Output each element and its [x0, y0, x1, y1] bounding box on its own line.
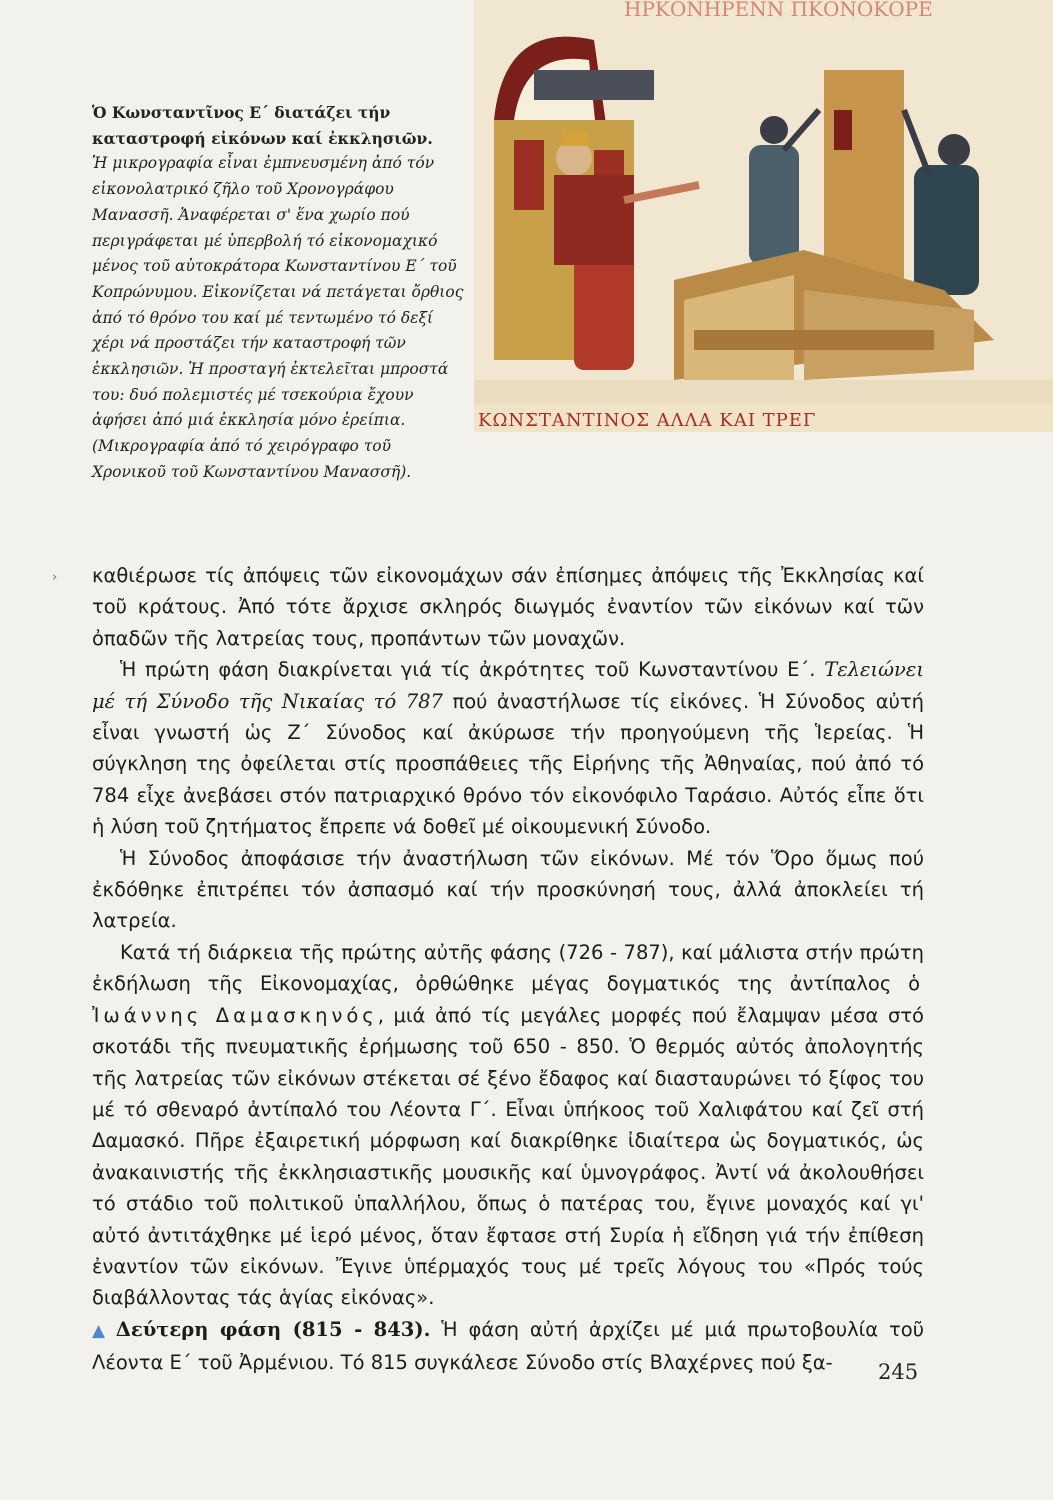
emperor-crown: [562, 130, 588, 146]
palace-roof: [534, 70, 654, 100]
figure-caption: [92, 100, 464, 486]
bottom-inscription: ΚΩΝΣΤΑΝΤΙΝΟΣ ΑΛΛΑ ΚΑΙ ΤΡΕΓ: [478, 410, 817, 431]
paragraph-3: Ἡ Σύνοδος ἀποφάσισε τήν ἀναστήλωση τῶν εἰκόνων. Μέ τόν Ὅρο ὅμως πού ἐκδόθηκε ἐπιτρέπει τόν ἀσπασμό καί τήν προσκύνησή τους, ἀλλά ἀποκλείει τή λατρεία.: [92, 846, 924, 933]
p4-end: , μιά ἀπό τίς μεγάλες μορφές πού ἔλαμψαν μέσα στό σκοτάδι τῆς πνευματικῆς ἐρήμωσης τοῦ 650 - 850. Ὁ θερμός αὐτός ἀπολογητής τῆς λατρείας τῶν εἰκόνων στέκεται σέ ξένο ἔδαφος καί διασταυρώνει τό ξίφος του μέ τό σθεναρό ἀντίπαλό του Λέοντα Γ΄. Εἶναι ὑπήκοος τοῦ Χαλιφάτου καί ζεῖ στή Δαμασκό. Πῆρε ἐξαιρετική μόρφωση καί διακρίθηκε ἰδιαίτερα ὡς δογματικός, ὡς ἀνακαινιστής τῆς ἐκκλησιαστικῆς μουσικῆς καί ὑμνογράφος. Ἀντί νά ἀκολουθήσει τό στάδιο τοῦ πολιτικοῦ ὑπαλλήλου, ὅπως ὁ πατέρας του, ἔγινε μοναχός καί γι' αὐτό ἀντιτάχθηκε μέ ἱερό μένος, ὅταν ἔφτασε στή Συρία ἡ εἴδηση γιά τήν ἐπίθεση ἐναντίον τῶν εἰκόνων. Ἔγινε ὑπέρμαχός τους μέ τρεῖς λόγους του «Πρός τούς διαβάλλοντας τάς ἁγίας εἰκόνας».: [92, 1003, 924, 1310]
triangle-icon: ▲: [92, 1320, 110, 1341]
soldier-1-body: [749, 145, 799, 265]
caption-body: Ἡ μικρογραφία εἶναι ἐμπνευσμένη ἀπό τόν εἰκονολατρικό ζῆλο τοῦ Χρονογράφου Μανασσῆ. Ἀναφέρεται σ' ἕνα χωρίο πού περιγράφεται μέ ὑπερβολή τό εἰκονομαχικό μένος τοῦ αὐτοκράτορα Κωνσταντίνου Ε΄ τοῦ Κοπρώνυμου. Εἰκονίζεται νά πετάγεται ὄρθιος ἀπό τό θρόνο του καί μέ τεντωμένο τό δεξί χέρι νά προστάζει τήν καταστροφή τῶν ἐκκλησιῶν. Ἡ προσταγή ἐκτελεῖται μπροστά του: δυό πολεμιστές μέ τσεκούρια ἔχουν ἀφήσει ἀπό μιά ἐκκλησία μόνο ἐρείπια. (Μικρογραφία ἀπό τό χειρόγραφο τοῦ Χρονικοῦ τοῦ Κωνσταντίνου Μανασσῆ).: [92, 154, 464, 481]
soldier-1-helmet: [760, 116, 788, 144]
ruin-step: [694, 330, 934, 350]
ground: [474, 380, 1053, 404]
paragraph-4: [92, 937, 924, 1314]
tower: [824, 70, 904, 280]
soldier-2-body: [914, 165, 979, 295]
emperor-cloak: [554, 175, 634, 265]
manuscript-miniature: [474, 0, 1053, 432]
p2-end: πού ἀναστήλωσε τίς εἰκόνες. Ἡ Σύνοδος αὐτή εἶναι γνωστή ὡς Ζ΄ Σύνοδος καί ἀκύρωσε τήν προηγούμενη τῆς Ἱερείας. Ἡ σύγκληση της ὀφείλεται στίς προσπάθειες τῆς Εἰρήνης τῆς Ἀθηναίας, πού ἀπό τό 784 εἶχε ἀνεβάσει στόν πατριαρχικό θρόνο τόν εἰκονόφιλο Ταράσιο. Αὐτός εἶπε ὅτι ἡ λύση τοῦ ζητήματος ἔπρεπε νά δοθεῖ μέ οἰκουμενική Σύνοδο.: [92, 689, 924, 839]
p4-start: Κατά τή διάρκεια τῆς πρώτης αὐτῆς φάσης (726 - 787), καί μάλιστα στήν πρώτη ἐκδήλωση τῆς Εἰκονομαχίας, ὀρθώθηκε μέγας δογματικός της ἀντίπαλος: [92, 940, 924, 996]
tower-window: [834, 110, 852, 150]
p2-start: Ἡ πρώτη φάση διακρίνεται γιά τίς ἀκρότητες τοῦ Κωνσταντίνου Ε΄.: [120, 658, 825, 682]
section-heading: Δεύτερη φάση (815 - 843).: [115, 1317, 431, 1341]
paragraph-2: [92, 654, 924, 842]
top-inscription: ΗΡΚΟΝΗΡΕΝΝ ΠΚΟΝΟΚΟΡΕ: [624, 0, 933, 21]
p2-italic: Τελειώνει μέ τή Σύνοδο τῆς Νικαίας τό 787: [92, 658, 924, 713]
margin-mark: ›: [52, 570, 58, 585]
paragraph-1: καθιέρωσε τίς ἀπόψεις τῶν εἰκονομάχων σάν ἐπίσημες ἀπόψεις τῆς Ἐκκλησίας καί τοῦ κράτους. Ἀπό τότε ἄρχισε σκληρός διωγμός ἐναντίον τῶν εἰκόνων καί τῶν ὀπαδῶν τῆς λατρείας τους, προπάντων τῶν μοναχῶν.: [92, 564, 924, 650]
page-number: 245: [878, 1360, 919, 1384]
p4-name: ὁ Ἰωάννης Δαμασκηνός: [92, 972, 924, 1027]
caption-title: Ὁ Κωνσταντῖνος Ε΄ διατάζει τήν καταστροφή εἰκόνων καί ἐκκλησιῶν.: [92, 103, 433, 148]
p5-text: Ἡ φάση αὐτή ἀρχίζει μέ μιά πρωτοβουλία τοῦ Λέοντα Ε΄ τοῦ Ἀρμένιου. Τό 815 συγκάλεσε Σύνοδο στίς Βλαχέρνες πού ξα-: [92, 1317, 925, 1375]
palace-window-1: [514, 140, 544, 210]
miniature-drawing: [474, 0, 1053, 432]
soldier-2-helmet: [938, 134, 970, 166]
main-text: [92, 560, 924, 1379]
paragraph-5: [92, 1314, 924, 1379]
